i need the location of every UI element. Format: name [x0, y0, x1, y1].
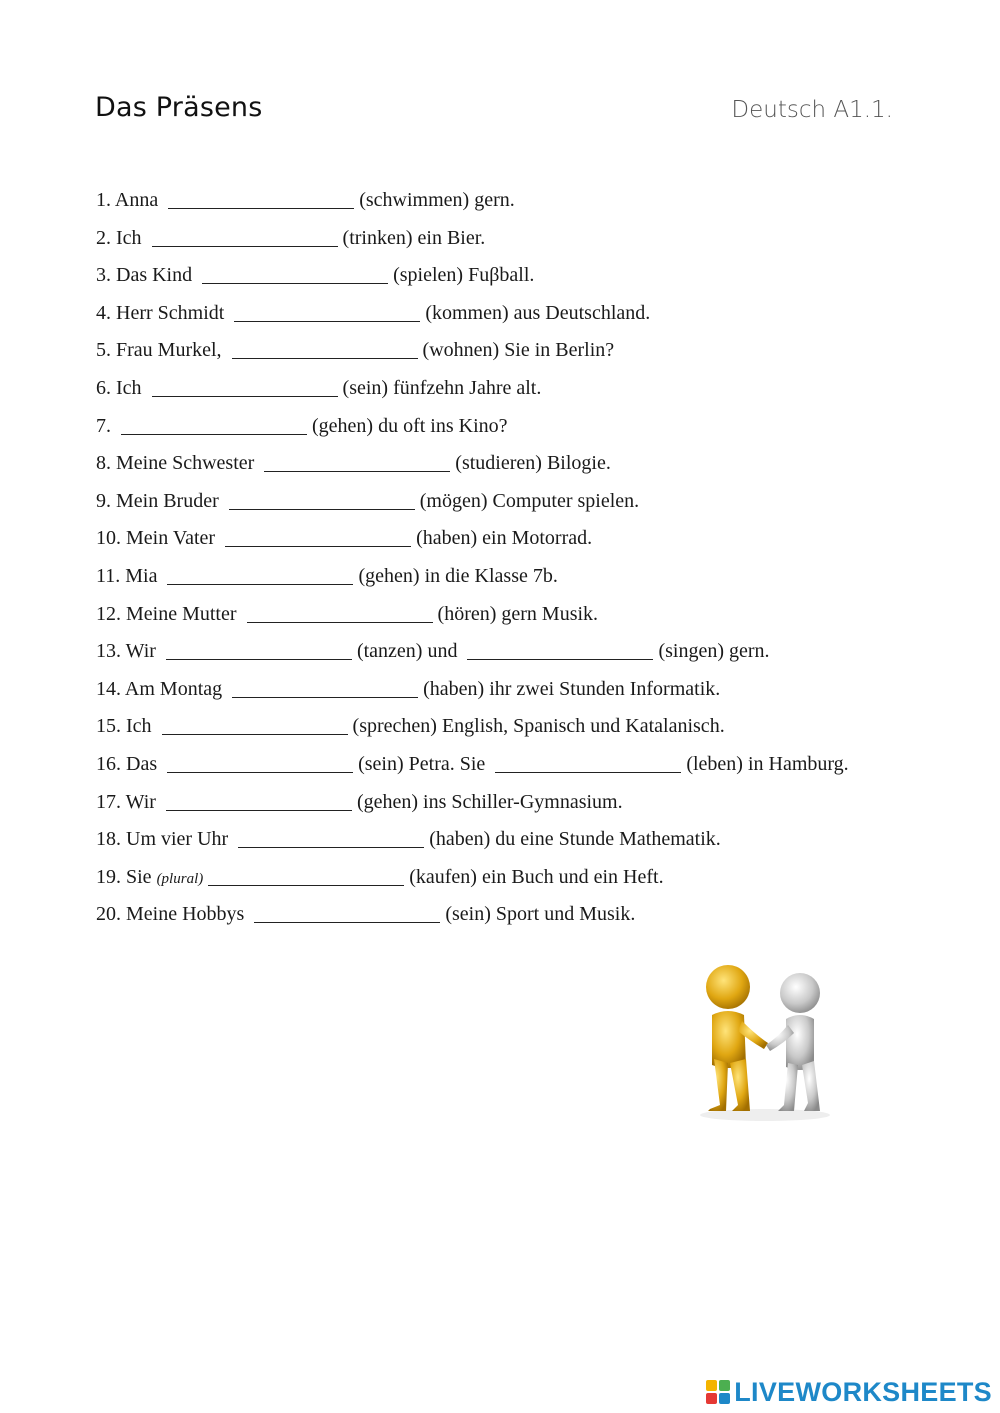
- exercise-number: 1.: [96, 189, 111, 211]
- exercise-rest: ihr zwei Stunden Informatik.: [489, 677, 721, 700]
- exercise-number: 5.: [96, 339, 111, 362]
- exercise-verb-hint: (sprechen): [352, 715, 437, 738]
- exercise-number: 14.: [96, 677, 121, 700]
- exercise-subject: Ich: [116, 226, 142, 249]
- answer-blank[interactable]: [247, 602, 433, 623]
- exercise-subject: Mein Bruder: [116, 489, 219, 512]
- exercise-number: 15.: [96, 715, 121, 738]
- exercise-verb-hint: (gehen): [312, 414, 374, 437]
- exercise-note: (plural): [156, 870, 204, 887]
- exercise-verb-hint: (studieren): [455, 452, 542, 475]
- exercise-item: [96, 633, 956, 671]
- exercise-number: 2.: [96, 226, 111, 249]
- exercise-rest: du eine Stunde Mathematik.: [495, 828, 721, 851]
- exercise-subject: Meine Schwester: [116, 452, 255, 475]
- answer-blank[interactable]: [254, 902, 440, 923]
- exercise-number: 18.: [96, 828, 121, 851]
- exercise-verb-hint: (trinken): [342, 226, 413, 249]
- exercise-subject: Ich: [126, 715, 152, 738]
- exercise-number: 19.: [96, 865, 121, 888]
- exercise-number: 3.: [96, 264, 111, 287]
- exercise-subject: Das Kind: [116, 264, 193, 287]
- exercise-verb-hint: (hören): [437, 602, 497, 625]
- answer-blank[interactable]: [166, 639, 352, 660]
- answer-blank[interactable]: [232, 677, 418, 698]
- exercise-item: [96, 859, 956, 897]
- liveworksheets-logo-text: LIVEWORKSHEETS: [734, 1376, 992, 1407]
- exercise-subject: Meine Hobbys: [126, 903, 245, 926]
- exercise-verb-hint: (haben): [416, 527, 478, 550]
- course-level: Deutsch A1.1.: [731, 97, 893, 123]
- exercise-verb-hint: (tanzen): [356, 640, 423, 663]
- exercise-subject: Herr Schmidt: [116, 301, 225, 324]
- exercise-rest: Fuβball.: [468, 264, 535, 287]
- exercise-rest: und: [427, 640, 458, 663]
- exercise-item: [96, 746, 956, 784]
- exercise-item: [96, 220, 956, 258]
- exercise-verb-hint: (singen): [658, 640, 724, 663]
- exercise-list: [96, 182, 956, 934]
- exercise-rest: gern Musik.: [501, 602, 599, 625]
- exercise-rest: Computer spielen.: [492, 489, 640, 512]
- exercise-verb-hint: (gehen): [358, 564, 420, 587]
- exercise-rest: Petra. Sie: [408, 752, 486, 775]
- exercise-rest: ein Bier.: [417, 226, 486, 249]
- exercise-number: 11.: [96, 564, 121, 587]
- answer-blank[interactable]: [167, 752, 353, 773]
- exercise-number: 20.: [96, 903, 121, 926]
- exercise-item: [96, 295, 956, 333]
- answer-blank[interactable]: [167, 564, 353, 585]
- exercise-rest: in Hamburg.: [747, 752, 849, 775]
- exercise-subject: Wir: [125, 790, 156, 813]
- exercise-subject: Das: [126, 752, 158, 775]
- answer-blank[interactable]: [168, 188, 354, 209]
- exercise-subject: Mein Vater: [126, 527, 216, 550]
- answer-blank[interactable]: [229, 489, 415, 510]
- exercise-rest: fünfzehn Jahre alt.: [393, 376, 542, 399]
- exercise-number: 9.: [96, 489, 111, 512]
- exercise-number: 7.: [96, 414, 111, 437]
- exercise-number: 13.: [96, 640, 121, 663]
- answer-blank[interactable]: [162, 714, 348, 735]
- exercise-subject: Meine Mutter: [126, 602, 237, 625]
- exercise-number: 6.: [96, 376, 111, 399]
- exercise-subject: Sie: [126, 865, 152, 888]
- exercise-rest: in die Klasse 7b.: [424, 564, 558, 587]
- exercise-item: [96, 257, 956, 295]
- exercise-verb-hint: (leben): [686, 752, 743, 775]
- exercise-number: 16.: [96, 752, 121, 775]
- exercise-item: [96, 558, 956, 596]
- answer-blank[interactable]: [467, 639, 653, 660]
- exercise-subject: Am Montag: [124, 677, 223, 700]
- answer-blank[interactable]: [152, 376, 338, 397]
- exercise-verb-hint: (kommen): [425, 301, 509, 324]
- exercise-number: 10.: [96, 527, 121, 550]
- exercise-rest: Sport und Musik.: [495, 903, 636, 926]
- exercise-number: 12.: [96, 602, 121, 625]
- exercise-rest: gern.: [474, 189, 515, 211]
- exercise-rest: Sie in Berlin?: [504, 339, 615, 362]
- answer-blank[interactable]: [225, 526, 411, 547]
- exercise-rest: aus Deutschland.: [513, 301, 651, 324]
- exercise-item: [96, 708, 956, 746]
- worksheet-title: Das Präsens: [95, 92, 263, 123]
- exercise-item: [96, 896, 956, 934]
- exercise-subject: Ich: [116, 376, 142, 399]
- answer-blank[interactable]: [238, 827, 424, 848]
- answer-blank[interactable]: [264, 451, 450, 472]
- exercise-verb-hint: (haben): [429, 828, 491, 851]
- exercise-verb-hint: (sein): [342, 376, 389, 399]
- exercise-number: 8.: [96, 452, 111, 475]
- exercise-number: 4.: [96, 301, 111, 324]
- exercise-verb-hint: (sein): [445, 903, 491, 926]
- exercise-rest: ein Motorrad.: [482, 527, 593, 550]
- exercise-subject: Mia: [125, 564, 158, 587]
- exercise-item: [96, 671, 956, 709]
- exercise-verb-hint: (schwimmen): [359, 189, 470, 211]
- answer-blank[interactable]: [152, 226, 338, 247]
- exercise-number: 17.: [96, 790, 121, 813]
- exercise-verb-hint: (gehen): [356, 790, 419, 813]
- exercise-subject: Anna: [114, 189, 159, 211]
- exercise-verb-hint: (mögen): [419, 489, 488, 512]
- exercise-subject: Um vier Uhr: [126, 828, 229, 851]
- answer-blank[interactable]: [166, 790, 352, 811]
- liveworksheets-logo[interactable]: [706, 1377, 992, 1407]
- exercise-item: [96, 332, 956, 370]
- exercise-item: [96, 182, 956, 220]
- answer-blank[interactable]: [121, 414, 307, 435]
- answer-blank[interactable]: [208, 865, 404, 886]
- exercise-verb-hint: (haben): [423, 677, 485, 700]
- answer-blank[interactable]: [202, 263, 388, 284]
- liveworksheets-logo-icon: [706, 1380, 730, 1404]
- exercise-rest: English, Spanisch und Katalanisch.: [441, 715, 725, 738]
- exercise-item: [96, 784, 956, 822]
- handshake-figures-image: [690, 955, 840, 1125]
- exercise-rest: gern.: [729, 640, 770, 663]
- answer-blank[interactable]: [234, 301, 420, 322]
- exercise-item: [96, 596, 956, 634]
- exercise-rest: ein Buch und ein Heft.: [481, 865, 664, 888]
- exercise-verb-hint: (wohnen): [422, 339, 500, 362]
- exercise-verb-hint: (spielen): [393, 264, 464, 287]
- exercise-item: [96, 483, 956, 521]
- exercise-item: [96, 370, 956, 408]
- exercise-subject: Frau Murkel,: [116, 339, 222, 362]
- exercise-verb-hint: (sein): [358, 752, 404, 775]
- exercise-item: [96, 520, 956, 558]
- exercise-verb-hint: (kaufen): [409, 865, 477, 888]
- exercise-item: [96, 408, 956, 446]
- exercise-rest: Bilogie.: [546, 452, 611, 475]
- exercise-rest: ins Schiller-Gymnasium.: [423, 790, 623, 813]
- answer-blank[interactable]: [232, 338, 418, 359]
- answer-blank[interactable]: [495, 752, 681, 773]
- exercise-item: [96, 445, 956, 483]
- exercise-rest: du oft ins Kino?: [378, 414, 508, 437]
- exercise-item: [96, 821, 956, 859]
- exercise-subject: Wir: [125, 640, 156, 663]
